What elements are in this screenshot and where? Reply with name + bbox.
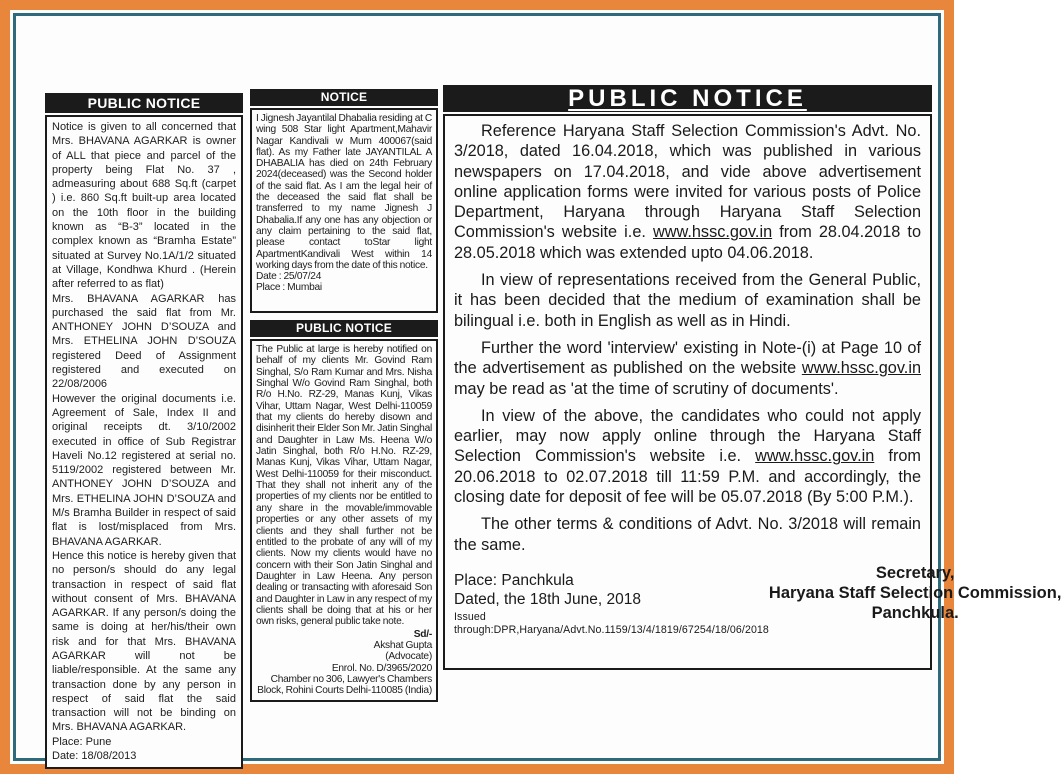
notice-paragraph: Mrs. BHAVANA AGARKAR has purchased the said flat from Mr. ANTHONEY JOHN D’SOUZA and Mrs. ETHELINA JOHN D’SOUZA registered Deed of Assignment registered and executed on 22/08/2006	[52, 292, 236, 391]
middle-column	[250, 89, 438, 702]
middle-bottom-notice	[250, 320, 438, 702]
signature-place: Panchkula.	[871, 603, 959, 622]
date-line: Date : 25/07/24	[256, 271, 322, 283]
notice-paragraph: In view of the above, the candidates who could not apply earlier, may now apply online through the Haryana Staff Selection Commission's website i.e. www.hssc.gov.in from 20.06.2018 to 02.07.2018 till 11:59 P.M. and accordingly, the closing date for deposit of fee will be 05.07.2018 (By 5:00 P.M.).	[454, 406, 921, 507]
right-notice-footer	[454, 563, 1061, 637]
place-line: Place: Panchkula	[454, 571, 574, 589]
middle-top-notice	[250, 89, 438, 313]
notice-paragraph: In view of representations received from the General Public, it has been decided that the medium of examination shall be bilingual i.e. both in English as well as in Hindi.	[454, 271, 921, 330]
website-url-text: www.hssc.gov.in	[801, 359, 921, 378]
signature-role: Secretary,	[875, 563, 955, 582]
signature-block	[256, 629, 432, 697]
right-notice-paragraphs	[454, 121, 921, 555]
middle-top-notice-title: NOTICE	[250, 89, 438, 106]
left-notice-title: PUBLIC NOTICE	[45, 93, 243, 113]
notice-paragraph: Reference Haryana Staff Selection Commission's Advt. No. 3/2018, dated 16.04.2018, which was published in various newspapers on 17.04.2018, and vide above advertisement online application forms were invited for various posts of Police Department, Haryana through Haryana Staff Selection Commission's website i.e. www.hssc.gov.in from 28.04.2018 to 28.05.2018 which was extended upto 04.06.2018.	[454, 122, 921, 262]
signature-role: (Advocate)	[385, 651, 432, 663]
signature-sd-line: Sd/-	[413, 628, 432, 640]
signature-block	[769, 563, 1061, 623]
right-notice-body	[443, 114, 1061, 670]
website-url-text: www.hssc.gov.in	[652, 223, 773, 242]
middle-top-notice-body	[250, 108, 438, 313]
date-line: Date: 18/08/2013	[52, 750, 137, 763]
left-public-notice	[45, 93, 243, 769]
left-notice-body	[45, 115, 243, 769]
footer-left	[454, 571, 769, 637]
signature-address-1: Chamber no 306, Lawyer's Chambers	[270, 673, 432, 685]
signature-address-2: Block, Rohini Courts Delhi-110085 (India)	[257, 685, 432, 697]
issued-through-line: Issued through:DPR,Haryana/Advt.No.1159/13/4/1819/67254/18/06/2018	[454, 610, 769, 636]
place-line: Place : Mumbai	[256, 282, 322, 294]
place-line: Place: Pune	[52, 735, 112, 748]
signature-name: Akshat Gupta	[373, 639, 432, 651]
notice-paragraph: The Public at large is hereby notified on behalf of my clients Mr. Govind Ram Singhal, S/o Ram Kumar and Mrs. Nisha Singhal W/o Govind Ram Singhal, both R/o H.No. RZ-29, Manas Kunj, Vikas Vihar, Uttam Nagar, West Delhi-110059 that my clients do hereby disown and disinherit their Elder Son Mr. Jatin Singhal and Daughter in Law Ms. Heena W/o Jatin Singhal, both R/o H.No. RZ-29, Manas Kunj, Vikas Vihar, Uttam Nagar, West Delhi-110059 for their misconduct. That they shall not inherit any of the properties of my clients nor be entitled to any share in the movable/immovable properties or any other assets of my clients and they shall further not be entitled to the probate of any will of my clients. Now my clients would have no concern with their Son Jatin Singhal and Daughter in Law Heena. Any person dealing or transacting with aforesaid Son and Daughter in Law in any respect of my clients shall be doing that at his or her own risks, general public take note.	[256, 344, 432, 628]
signature-org: Haryana Staff Selection Commission,	[768, 583, 1061, 602]
notice-paragraph: Notice is given to all concerned that Mrs. BHAVANA AGARKAR is owner of ALL that piece and parcel of the property being Flat No. 37 , admeasuring about 688 Sq.ft (carpet ) i.e. 860 Sq.ft built-up area located on the 10th floor in the building known as “B-3” located in the complex known as “Bramha Estate” situated at Survey No.1A/1/2 situated at Village, Kondhwa Khurd . (Herein after referred to as flat)	[52, 121, 236, 291]
right-public-notice	[443, 85, 1061, 670]
notice-paragraph: The other terms & conditions of Advt. No. 3/2018 will remain the same.	[454, 515, 921, 554]
right-notice-title: PUBLIC NOTICE	[443, 85, 932, 112]
website-url-text: www.hssc.gov.in	[755, 447, 875, 466]
notice-paragraph: Hence this notice is hereby given that no person/s should do any legal transaction in respect of said flat without consent of Mrs. BHAVANA AGARKAR. If any person/s doing the same is doing at her/his/their own risk and for that Mrs. BHAVANA AGARKAR will not be liable/responsible. At the same any transaction done by any person in respect of said flat the said transaction will not be binding on Mrs. BHAVANA AGARKAR.	[52, 549, 236, 734]
middle-bottom-notice-title: PUBLIC NOTICE	[250, 320, 438, 337]
notice-paragraph: Further the word 'interview' existing in Note-(i) at Page 10 of the advertisement as published on the website www.hssc.gov.in may be read as 'at the time of scrutiny of documents'.	[454, 338, 921, 398]
middle-bottom-notice-body	[250, 339, 438, 702]
notice-paragraph: However the original documents i.e. Agreement of Sale, Index II and original receipts dt. 3/10/2002 executed in office of Sub Registrar Haveli No.12 registered at serial no. 5119/2002 registered between Mr. ANTHONEY JOHN D’SOUZA and Mrs. ETHELINA JOHN D’SOUZA and M/s Bramha Builder in respect of said flat is lost/misplaced from Mrs. BHAVANA AGARKAR.	[52, 392, 236, 548]
signature-enrol: Enrol. No. D/3965/2020	[331, 662, 432, 674]
dated-line: Dated, the 18th June, 2018	[454, 590, 642, 608]
notice-paragraph: I Jignesh Jayantilal Dhabalia residing at C wing 508 Star light Apartment,Mahavir Nagar Kandivali w Mum 400067(said flat). As my Father late JAYANTILAL A DHABALIA has died on 24th February 2024(deceased) was the Second holder of the said flat. As I am the legal heir of the deceased the said flat shall be transferred to my name Jignesh J Dhabalia.If any one has any objection or any claim pertaining to the said flat, please contact toStar light ApartmentKandivali West within 14 working days from the date of this notice.	[256, 113, 432, 271]
